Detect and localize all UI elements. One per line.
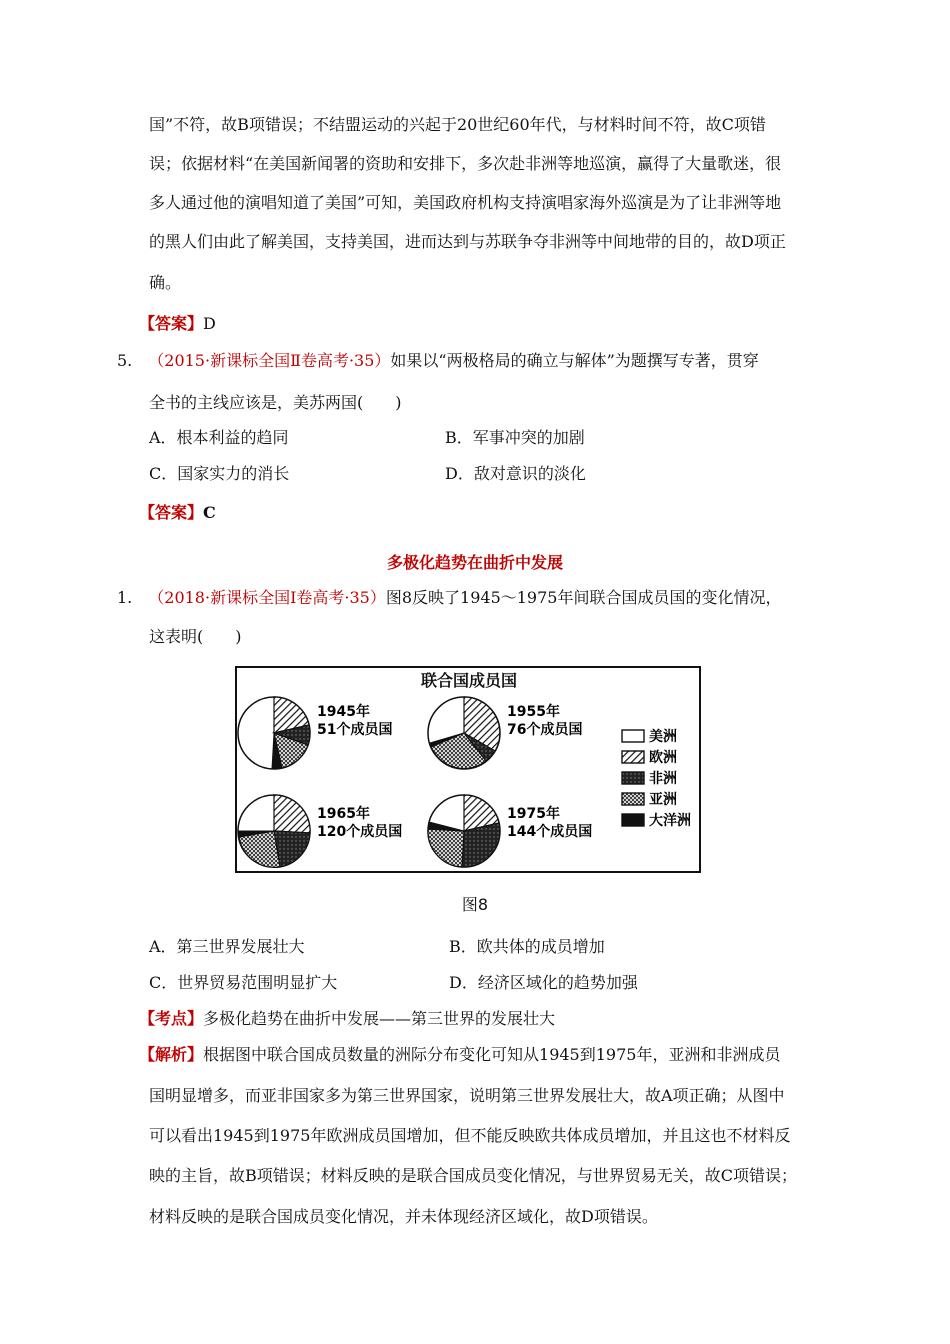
legend-label: 亚洲 xyxy=(649,792,677,808)
legend-swatch-americas xyxy=(622,730,644,742)
legend-label: 欧洲 xyxy=(649,750,677,766)
analysis-line: 多人通过他的演唱知道了美国”可知，美国政府机构支持演唱家海外巡演是为了让非洲等地 xyxy=(149,193,782,212)
legend-swatch-europe xyxy=(622,751,644,763)
answer-value: C xyxy=(203,503,216,522)
q5-answer xyxy=(139,502,216,524)
jiexi-line: 材料反映的是联合国成员变化情况，并未体现经济区域化，故D项错误。 xyxy=(149,1207,658,1226)
figure-title: 联合国成员国 xyxy=(420,671,518,690)
question-stem: 图8反映了1945～1975年间联合国成员国的变化情况， xyxy=(385,588,782,607)
slice-asia xyxy=(239,831,280,867)
prev-answer xyxy=(139,313,216,335)
option-b: B．军事冲突的加剧 xyxy=(445,428,585,447)
jiexi-line: 根据图中联合国成员数量的洲际分布变化可知从1945到1975年，亚洲和非洲成员 xyxy=(203,1045,781,1064)
pie-year: 1965年 xyxy=(317,806,370,822)
option-a: A．第三世界发展壮大 xyxy=(149,937,305,956)
answer-tag: 【答案】 xyxy=(139,503,204,522)
pie-1945 xyxy=(238,697,310,769)
slice-europe xyxy=(274,795,310,833)
question-source: （2015·新课标全国Ⅱ卷高考·35） xyxy=(148,351,391,370)
kaodian-tag: 【考点】 xyxy=(139,1009,204,1028)
legend-swatch-oceania xyxy=(622,814,644,826)
figure-un-members xyxy=(235,666,701,873)
section-title: 多极化趋势在曲折中发展 xyxy=(386,553,563,572)
figure-caption: 图8 xyxy=(461,895,489,914)
option-d: D．敌对意识的淡化 xyxy=(445,464,586,483)
legend-label: 非洲 xyxy=(649,771,677,787)
question-1-stem xyxy=(117,587,781,609)
slice-africa xyxy=(462,823,500,867)
answer-tag: 【答案】 xyxy=(139,314,204,333)
analysis-line: 误；依据材料“在美国新闻署的资助和安排下，多次赴非洲等地巡演，赢得了大量歌迷，很 xyxy=(149,154,782,173)
jiexi-line: 映的主旨，故B项错误；材料反映的是联合国成员变化情况，与世界贸易无关，故C项错误； xyxy=(149,1166,798,1185)
question-1-stem-cont: 这表明( ) xyxy=(149,627,242,646)
legend xyxy=(622,728,691,829)
pie-1975 xyxy=(428,795,500,867)
legend-swatch-asia xyxy=(622,793,644,805)
legend-label: 大洋洲 xyxy=(649,813,691,829)
pie-members: 144个成员国 xyxy=(507,824,593,840)
pie-1965 xyxy=(238,795,310,867)
option-a: A．根本利益的趋同 xyxy=(149,428,289,447)
pie-1955 xyxy=(428,697,500,769)
kaodian xyxy=(139,1008,555,1030)
answer-value: D xyxy=(203,314,216,333)
pie-members: 76个成员国 xyxy=(507,722,583,738)
jiexi-line: 国明显增多，而亚非国家多为第三世界国家，说明第三世界发展壮大，故A项正确；从图中 xyxy=(149,1086,785,1105)
figure-svg xyxy=(237,668,699,871)
pie-year: 1945年 xyxy=(317,704,370,720)
option-b: B．欧共体的成员增加 xyxy=(449,937,605,956)
pie-members: 51个成员国 xyxy=(317,722,393,738)
analysis-line: 的黑人们由此了解美国，支持美国，进而达到与苏联争夺非洲等中间地带的目的，故D项正 xyxy=(149,232,786,251)
question-number: 5. xyxy=(117,351,133,370)
slice-asia xyxy=(428,829,464,867)
pie-year: 1955年 xyxy=(507,704,560,720)
analysis-line: 国”不符，故B项错误；不结盟运动的兴起于20世纪60年代，与材料时间不符，故C项错 xyxy=(149,115,766,134)
legend-label: 美洲 xyxy=(649,729,677,745)
kaodian-text: 多极化趋势在曲折中发展——第三世界的发展壮大 xyxy=(203,1009,556,1028)
option-d: D．经济区域化的趋势加强 xyxy=(449,973,638,992)
question-5-stem-cont: 全书的主线应该是，美苏两国( ) xyxy=(149,393,402,412)
question-number: 1. xyxy=(117,588,133,607)
pie-year: 1975年 xyxy=(507,806,560,822)
legend-swatch-africa xyxy=(622,772,644,784)
question-stem: 如果以“两极格局的确立与解体”为题撰写专著，贯穿 xyxy=(390,351,759,370)
option-c: C．世界贸易范围明显扩大 xyxy=(149,973,338,992)
jiexi-line: 可以看出1945到1975年欧洲成员国增加，但不能反映欧共体成员增加，并且这也不材料反 xyxy=(149,1126,791,1145)
jiexi xyxy=(139,1044,780,1066)
question-source: （2018·新课标全国Ⅰ卷高考·35） xyxy=(148,588,386,607)
jiexi-tag: 【解析】 xyxy=(139,1045,204,1064)
pie-members: 120个成员国 xyxy=(317,824,403,840)
question-5-stem xyxy=(117,350,759,372)
option-c: C．国家实力的消长 xyxy=(149,464,290,483)
analysis-line: 确。 xyxy=(149,273,182,292)
